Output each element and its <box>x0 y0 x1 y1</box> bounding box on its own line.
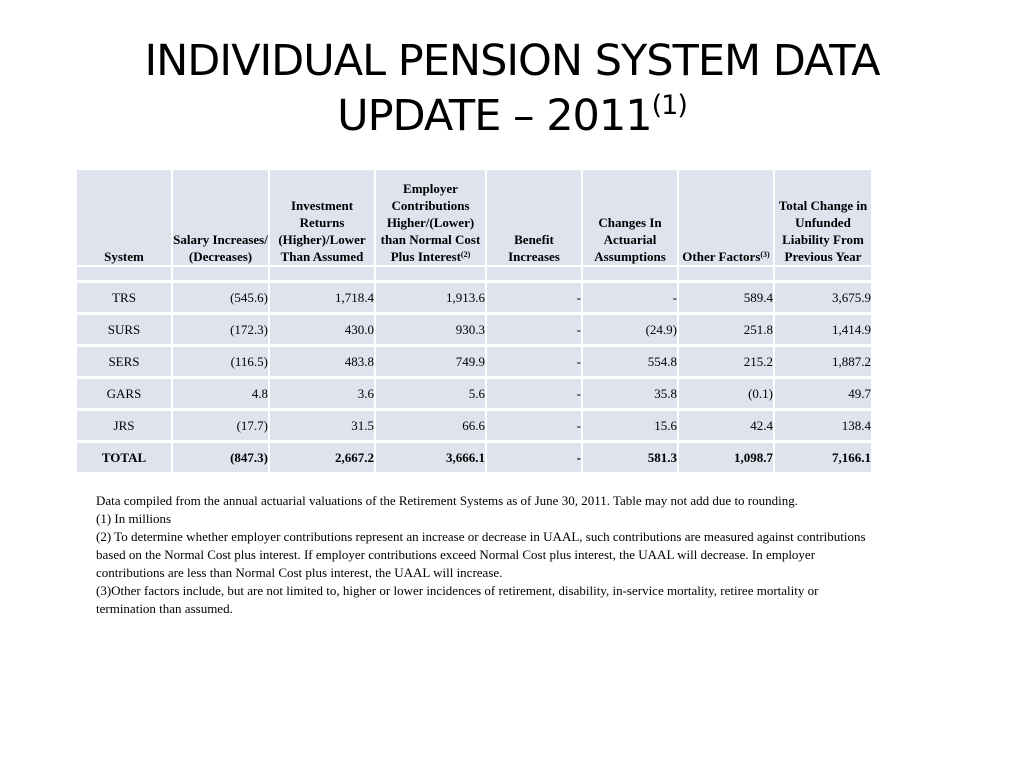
column-header <box>677 170 773 265</box>
column-header-note: (3) <box>760 250 770 259</box>
system-name-cell: SERS <box>77 344 171 376</box>
value-cell: 749.9 <box>374 344 485 376</box>
value-cell: - <box>485 280 581 312</box>
value-cell: 66.6 <box>374 408 485 440</box>
table-row <box>77 344 871 376</box>
spacer-cell <box>677 265 773 280</box>
column-header <box>581 170 677 265</box>
spacer-cell <box>171 265 268 280</box>
system-name-cell: TOTAL <box>77 440 171 472</box>
value-cell: (0.1) <box>677 376 773 408</box>
column-header-note: (2) <box>460 250 471 259</box>
table-row <box>77 408 871 440</box>
value-cell: 589.4 <box>677 280 773 312</box>
column-header-label: Salary Increases/ (Decreases) <box>173 232 268 264</box>
spacer-cell <box>374 265 485 280</box>
column-header-label: Total Change in Unfunded Liability From Previous Year <box>778 198 868 264</box>
value-cell: 930.3 <box>374 312 485 344</box>
value-cell: 35.8 <box>581 376 677 408</box>
value-cell: - <box>485 440 581 472</box>
slide-title <box>80 34 944 144</box>
value-cell: 430.0 <box>268 312 374 344</box>
value-cell: 483.8 <box>268 344 374 376</box>
value-cell: 15.6 <box>581 408 677 440</box>
value-cell: 3,666.1 <box>374 440 485 472</box>
value-cell: (172.3) <box>171 312 268 344</box>
value-cell: 31.5 <box>268 408 374 440</box>
column-header <box>77 170 171 265</box>
value-cell: (847.3) <box>171 440 268 472</box>
footnote-1: (1) In millions <box>96 511 172 526</box>
system-name-cell: JRS <box>77 408 171 440</box>
slide-title-text: INDIVIDUAL PENSION SYSTEM DATA UPDATE – 2011 <box>144 36 880 141</box>
footnote-2: (2) To determine whether employer contributions represent an increase or decrease in UAAL, such contributions are measured against contributions based on the Normal Cost plus interest. If employer contributions exceed Normal Cost plus interest, the UAAL will decrease. In employer contributions are less than Normal Cost plus interest, the UAAL will increase. <box>96 529 866 580</box>
value-cell: 3,675.9 <box>773 280 871 312</box>
spacer-cell <box>77 265 171 280</box>
column-header-label: Benefit Increases <box>508 232 560 264</box>
table-header-row <box>77 170 871 265</box>
footnote-source: Data compiled from the annual actuarial valuations of the Retirement Systems as of June 30, 2011. Table may not add due to rounding. <box>96 493 798 508</box>
value-cell: (17.7) <box>171 408 268 440</box>
value-cell: - <box>581 280 677 312</box>
column-header-label: System <box>104 249 144 264</box>
table-row <box>77 312 871 344</box>
system-name-cell: SURS <box>77 312 171 344</box>
value-cell: 581.3 <box>581 440 677 472</box>
value-cell: - <box>485 312 581 344</box>
spacer-cell <box>485 265 581 280</box>
value-cell: (116.5) <box>171 344 268 376</box>
value-cell: - <box>485 344 581 376</box>
value-cell: 7,166.1 <box>773 440 871 472</box>
column-header-label: Changes In Actuarial Assumptions <box>594 215 666 264</box>
column-header <box>485 170 581 265</box>
column-header <box>171 170 268 265</box>
value-cell: 5.6 <box>374 376 485 408</box>
footnotes <box>96 492 866 618</box>
footnote-3: (3)Other factors include, but are not limited to, higher or lower incidences of retirement, disability, in-service mortality, retiree mortality or termination than assumed. <box>96 583 819 616</box>
slide-title-note: (1) <box>651 90 687 121</box>
value-cell: 1,913.6 <box>374 280 485 312</box>
system-name-cell: TRS <box>77 280 171 312</box>
table-row <box>77 280 871 312</box>
value-cell: 1,887.2 <box>773 344 871 376</box>
value-cell: 3.6 <box>268 376 374 408</box>
spacer-cell <box>581 265 677 280</box>
column-header <box>268 170 374 265</box>
value-cell: 138.4 <box>773 408 871 440</box>
value-cell: 42.4 <box>677 408 773 440</box>
column-header <box>374 170 485 265</box>
value-cell: 1,098.7 <box>677 440 773 472</box>
pension-data-table <box>77 170 871 472</box>
value-cell: (545.6) <box>171 280 268 312</box>
table-body <box>77 280 871 472</box>
value-cell: - <box>485 376 581 408</box>
value-cell: 554.8 <box>581 344 677 376</box>
value-cell: 49.7 <box>773 376 871 408</box>
spacer-cell <box>268 265 374 280</box>
column-header-label: Employer Contributions Higher/(Lower) than Normal Cost Plus Interest <box>380 181 481 264</box>
column-header <box>773 170 871 265</box>
value-cell: - <box>485 408 581 440</box>
value-cell: (24.9) <box>581 312 677 344</box>
table-row <box>77 376 871 408</box>
column-header-label: Investment Returns (Higher)/Lower Than Assumed <box>278 198 366 264</box>
system-name-cell: GARS <box>77 376 171 408</box>
value-cell: 1,718.4 <box>268 280 374 312</box>
value-cell: 215.2 <box>677 344 773 376</box>
value-cell: 4.8 <box>171 376 268 408</box>
table-total-row <box>77 440 871 472</box>
value-cell: 2,667.2 <box>268 440 374 472</box>
table-spacer-row <box>77 265 871 280</box>
value-cell: 1,414.9 <box>773 312 871 344</box>
spacer-cell <box>773 265 871 280</box>
column-header-label: Other Factors <box>682 249 761 264</box>
value-cell: 251.8 <box>677 312 773 344</box>
